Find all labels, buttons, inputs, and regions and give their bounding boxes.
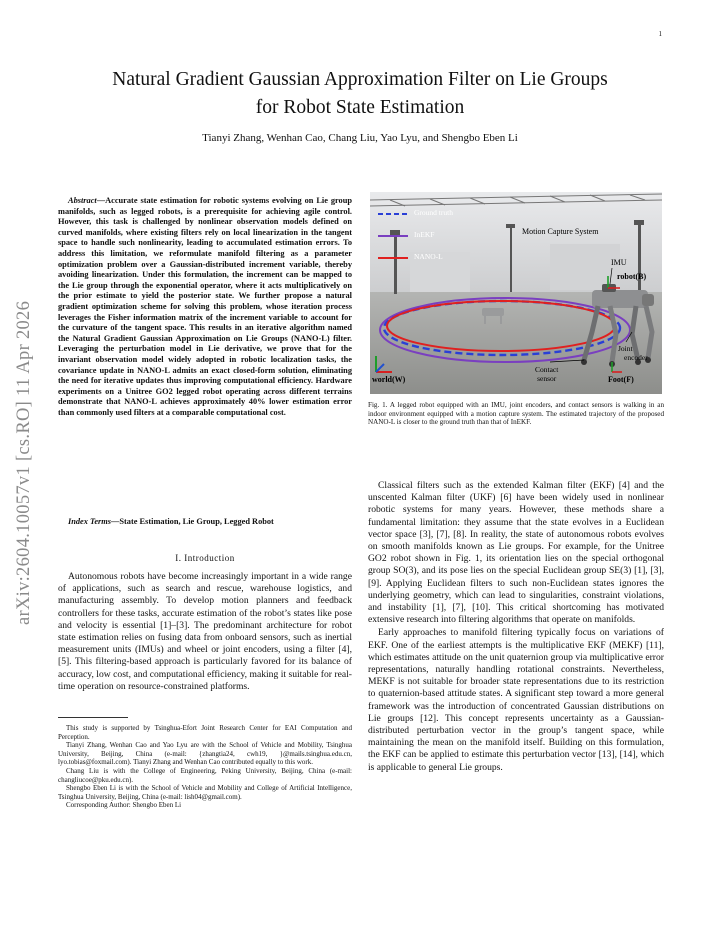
label-imu: IMU xyxy=(611,258,627,267)
legend-label-nano: NANO-L xyxy=(414,252,443,261)
index-terms-text: —State Estimation, Lie Group, Legged Robot xyxy=(111,517,274,526)
wall-panel xyxy=(550,244,620,290)
title-line-2: for Robot State Estimation xyxy=(255,97,465,118)
title-line-1: Natural Gradient Gaussian Approximation Filter on Lie Groups xyxy=(112,69,608,90)
footnote-funding: This study is supported by Tsinghua-Efort Joint Research Center for EAI Computation and Perception. xyxy=(58,724,352,741)
label-contact-line-2: sensor xyxy=(537,374,557,383)
footnote-affiliation-1: Tianyi Zhang, Wenhan Cao and Yao Lyu are with the School of Vehicle and Mobility, Tsinghua University, Beijing, China (e-mail: {zhangtia24, cwh19, }@mails.tsinghua.edu.cn, lyo.tobias@foxmail.com). Tianyi Zhang and Wenhan Cao contributed equally to this work. xyxy=(58,741,352,767)
label-world-frame: world(W) xyxy=(372,375,406,384)
abstract-text: —Accurate state estimation for robotic systems evolving on Lie group manifolds, such as legged robots, is a prerequisite for achieving agile control. However, this task is challenged by nonlinear observation models defined on curved manifolds, where existing filters rely on local linearization in the tangent space to handle such nonlinearity, leading to accumulated estimation errors. To address this limitation, we reformulate manifold filtering as a parameter optimization problem over a Gaussian-distributed increment variable, thereby avoiding linearization. Under this formulation, the increment can be mapped to the Lie group through the exponential operator, where it acts multiplicatively on the prior estimate to yield the posterior state. We further propose a natural gradient optimization scheme for solving this problem, whose iteration process leverages the Fisher information matrix of the increment variable to account for the curvature of the tangent space. This results in an iterative algorithm named the Natural Gradient Gaussian Approximation on Lie Groups (NANO-L) filter. Leveraging the perturbation model in Lie derivative, we prove that for the invariant observation model widely adopted in robotic localization tasks, the covariance update in NANO-L admits an exact closed-form solution, eliminating the need for iterative updates thus improving computational efficiency. Hardware experiments on a Unitree GO2 legged robot operating across different terrains demonstrate that NANO-L achieves approximately 40% lower estimation error than commonly used filters at a comparable computational cost. xyxy=(58,196,352,417)
paragraph-classical-filters: Classical filters such as the extended Kalman filter (EKF) [4] and the unscented Kalman filter (UKF) [6] have been widely used in nonlinear robotic systems for many years. However, these methods share a fundamental limitation: they assume that the state evolves in a Euclidean vector space [3], [7], [8]. In reality, the state of autonomous robots evolves on smooth manifolds known as Lie groups. For example, for the Unitree GO2 robot shown in Fig. 1, its orientation lies on the special orthogonal group SO(3), and its pose lies on the special Euclidean group SE(3) [1], [3], [9]. Applying Euclidean filters to such non-Euclidean states ignores the underlying geometry, which can lead to singularities, constraint violations, and instability [1], [7], [10]. This critical shortcoming has motivated extensive research into filtering algorithms that operate on manifolds. xyxy=(368,480,664,626)
footnotes xyxy=(58,724,352,810)
label-foot-frame: Foot(F) xyxy=(608,375,634,384)
footnote-affiliation-2: Chang Liu is with the College of Engineering, Peking University, Beijing, China (e-mail: changliucoe@pku.edu.cn). xyxy=(58,766,352,784)
figure-1-illustration xyxy=(370,192,662,394)
index-terms-label: Index Terms xyxy=(68,517,112,526)
label-contact-line-1: Contact xyxy=(535,365,559,374)
section-heading-introduction: I. Introduction xyxy=(175,553,235,563)
label-joint-encoder xyxy=(618,344,648,362)
footnote-affiliation-3: Shengbo Eben Li is with the School of Vehicle and Mobility and College of Artificial Intelligence, Tsinghua University, Beijing, China (e-mail: lish04@gmail.com). xyxy=(58,784,352,801)
index-terms xyxy=(58,517,352,528)
intro-paragraph: Autonomous robots have become increasingly important in a wide range of applications, such as search and rescue, warehouse logistics, and manufacturing assembly. To develop motion planners and feedback controllers for these tasks, accurate estimation of the robot’s states like pose and velocity is essential [1]–[3]. The predominant architecture for robot state estimation relies on fusing data from onboard sensors, such as inertial measurement units (IMUs) and wheel or joint encoders, using a filter [4], [5]. This filtering-based approach is particularly favored for its balance of accuracy, low cost, and computational efficiency, making it suitable for real-time operation on resource-constrained platforms. xyxy=(58,571,352,692)
right-column-text xyxy=(368,480,664,774)
footnote-divider xyxy=(58,717,128,718)
legend-label-ground-truth: Ground truth xyxy=(414,208,453,217)
label-robot-frame: robot(B) xyxy=(617,272,647,281)
page-number: 1 xyxy=(658,30,662,38)
abstract-label: Abstract xyxy=(68,196,97,205)
legend-label-inekf: InEKF xyxy=(414,230,435,239)
paper-title xyxy=(60,66,660,122)
paragraph-early-approaches: Early approaches to manifold filtering typically focus on variations of EKF. One of the earliest attempts is the multiplicative EKF (MEKF) [11], which estimates attitude on the unit quaternion group via multiplicative error representations, naturally handling rotational constraints. Nevertheless, MEKF is not suitable for broader state representations due to its restriction to quaternion-based attitude states. A significant step toward a more general framework was the introduction of concentrated Gaussian distributions on Lie groups [12]. This concept represents uncertainty as a Gaussian-distributed perturbation vector in the group’s tangent space, while maintaining the mean on the manifold itself. Building on this formulation, the EKF can be applied to estimate this perturbation vector [13], [14], which is applicable to general Lie groups. xyxy=(368,627,664,773)
label-contact-sensor xyxy=(535,365,558,383)
figure-1-caption: Fig. 1. A legged robot equipped with an IMU, joint encoders, and contact sensors is walking in an indoor environment equipped with a motion capture system. The estimated trajectory of the proposed NANO-L is closer to the ground truth than that of InEKF. xyxy=(368,401,664,427)
figure-1-photo xyxy=(370,192,662,394)
abstract xyxy=(58,196,352,418)
label-motion-capture: Motion Capture System xyxy=(522,227,599,236)
footnote-corresponding: Corresponding Author: Shengbo Eben Li xyxy=(66,801,182,810)
label-joint-encoder-line-2: encoder xyxy=(624,353,648,362)
arxiv-watermark[interactable]: arXiv:2604.10057v1 [cs.RO] 11 Apr 2026 xyxy=(14,300,34,625)
author-list: Tianyi Zhang, Wenhan Cao, Chang Liu, Yao Lyu, and Shengbo Eben Li xyxy=(202,132,518,144)
label-joint-encoder-line-1: Joint xyxy=(618,344,633,353)
